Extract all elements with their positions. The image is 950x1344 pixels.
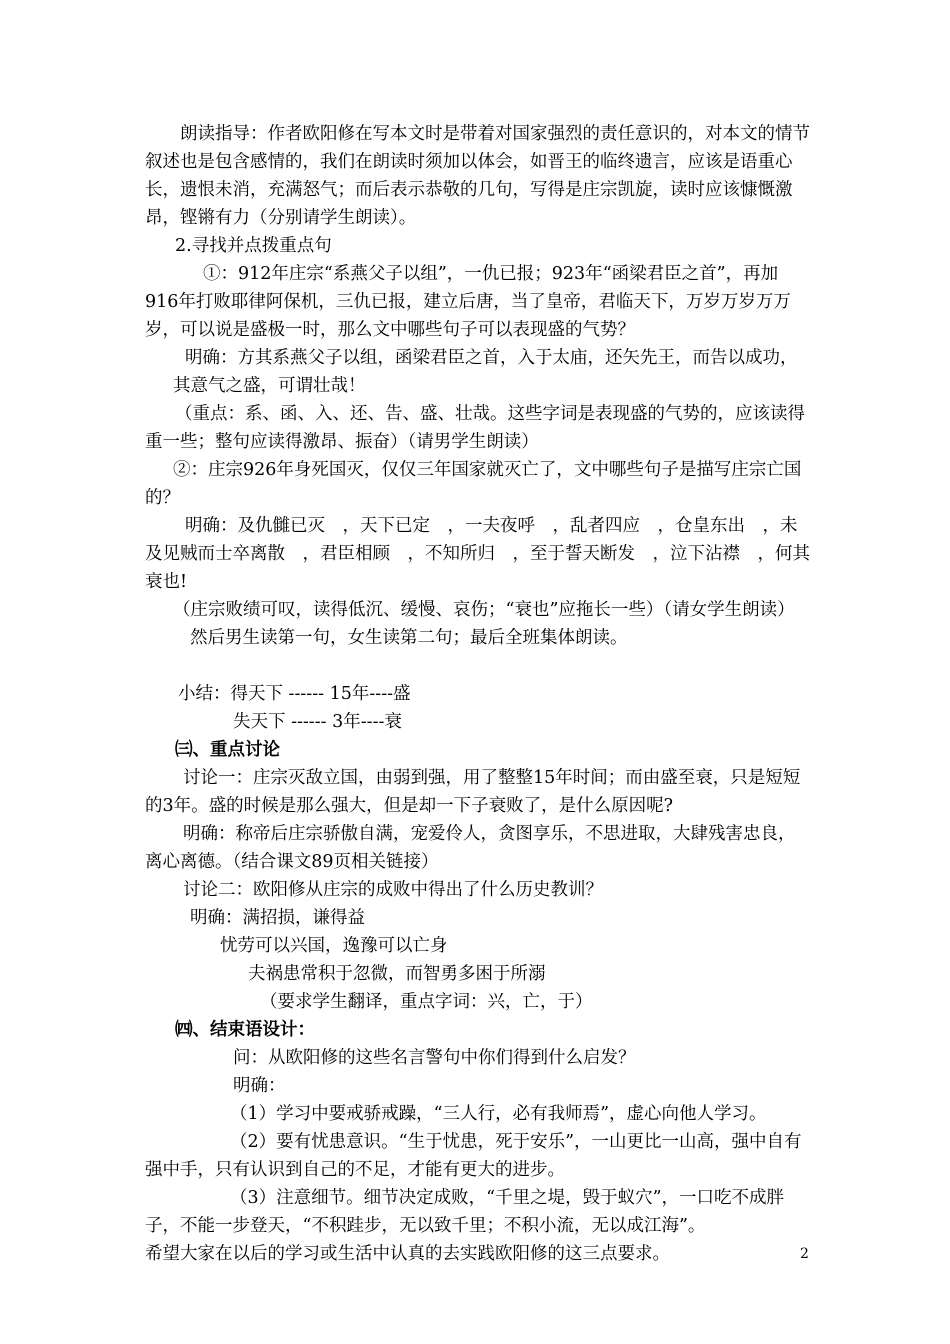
answer-one-line-2: 其意气之盛，可谓壮哉！ bbox=[173, 376, 366, 396]
translation-note: （要求学生翻译，重点字词：兴，亡，于） bbox=[260, 992, 593, 1012]
conclusion-question: 问：从欧阳修的这些名言警句中你们得到什么启发？ bbox=[233, 1048, 636, 1068]
emphasis-note-one: （重点：系、函、入、还、告、盛、壮哉。这些字词是表现盛的气势的，应该读得重一些；整句应读得激昂、振奋）（请男学生朗读） bbox=[145, 404, 805, 452]
conclusion-point-3: （3）注意细节。细节决定成败，“千里之堤，毁于蚁穴”，一口吃不成胖子，不能一步登天，“不积跬步，无以致千里；不积小流，无以成江海”。 bbox=[145, 1188, 785, 1236]
section-heading-discussion: ㈢、重点讨论 bbox=[175, 740, 280, 760]
section-heading-conclusion: ㈣、结束语设计： bbox=[175, 1020, 315, 1040]
conclusion-point-1: （1）学习中要戒骄戒躁，“三人行，必有我师焉”，虚心向他人学习。 bbox=[230, 1104, 767, 1124]
question-one-paragraph: ①：912年庄宗“系燕父子以组”，一仇已报；923年“函梁君臣之首”，再加916年打败耶律阿保机，三仇已报，建立后唐，当了皇帝，君临天下，万岁万岁万万岁，可以说是盛极一时，那么文中哪些句子可以表现盛的气势？ bbox=[145, 264, 791, 340]
summary-line-1: 小结：得天下 ------ 15年----盛 bbox=[178, 684, 411, 704]
page-number: 2 bbox=[800, 1246, 809, 1262]
answer-one-line-1: 明确：方其系燕父子以组，函梁君臣之首，入于太庙，还矢先王，而告以成功， bbox=[185, 348, 798, 368]
section-heading-key-sentences: 2.寻找并点拨重点句 bbox=[175, 236, 332, 256]
emphasis-note-two: （庄宗败绩可叹，读得低沉、缓慢、哀伤；“衰也”应拖长一些）（请女学生朗读） bbox=[173, 600, 795, 620]
discussion-one-answer: 明确：称帝后庄宗骄傲自满，宠爱伶人，贪图享乐，不思进取，大肆残害忠良，离心离德。（结合课文89页相关链接） bbox=[145, 824, 796, 872]
discussion-two-answer-2: 忧劳可以兴国，逸豫可以亡身 bbox=[220, 936, 448, 956]
discussion-two-answer-1: 明确：满招损，谦得益 bbox=[190, 908, 365, 928]
reading-guidance-paragraph: 朗读指导：作者欧阳修在写本文时是带着对国家强烈的责任意识的，对本文的情节叙述也是包含感情的，我们在朗读时须加以体会，如晋王的临终遗言，应该是语重心长，遗恨未消，充满怒气；而后表示恭敬的几句，写得是庄宗凯旋，读时应该慷慨激昂，铿锵有力（分别请学生朗读）。 bbox=[145, 124, 810, 228]
question-two-paragraph: ②：庄宗926年身死国灭，仅仅三年国家就灭亡了，文中哪些句子是描写庄宗亡国的？ bbox=[145, 460, 802, 508]
document-body bbox=[145, 120, 810, 1268]
reading-arrangement: 然后男生读第一句，女生读第二句；最后全班集体朗读。 bbox=[190, 628, 628, 648]
closing-sentence: 希望大家在以后的学习或生活中认真的去实践欧阳修的这三点要求。 bbox=[145, 1244, 670, 1264]
discussion-two-paragraph: 讨论二：欧阳修从庄宗的成败中得出了什么历史教训？ bbox=[183, 880, 603, 900]
summary-line-2: 失天下 ------ 3年----衰 bbox=[233, 712, 402, 732]
conclusion-point-2: （2）要有忧患意识。“生于忧患，死于安乐”，一山更比一山高，强中自有强中手，只有认识到自己的不足，才能有更大的进步。 bbox=[145, 1132, 802, 1180]
discussion-one-paragraph: 讨论一：庄宗灭敌立国，由弱到强，用了整整15年时间；而由盛至衰，只是短短的3年。盛的时候是那么强大，但是却一下子衰败了，是什么原因呢? bbox=[145, 768, 801, 816]
conclusion-answer-label: 明确： bbox=[233, 1076, 286, 1096]
discussion-two-answer-3: 夫祸患常积于忽微，而智勇多困于所溺 bbox=[248, 964, 546, 984]
answer-two-paragraph: 明确：及仇雠已灭 ，天下已定 ，一夫夜呼 ，乱者四应 ，仓皇东出 ，未及见贼而士卒离散 ，君臣相顾 ，不知所归 ，至于誓天断发 ，泣下沾襟 ，何其衰也! bbox=[145, 516, 810, 592]
